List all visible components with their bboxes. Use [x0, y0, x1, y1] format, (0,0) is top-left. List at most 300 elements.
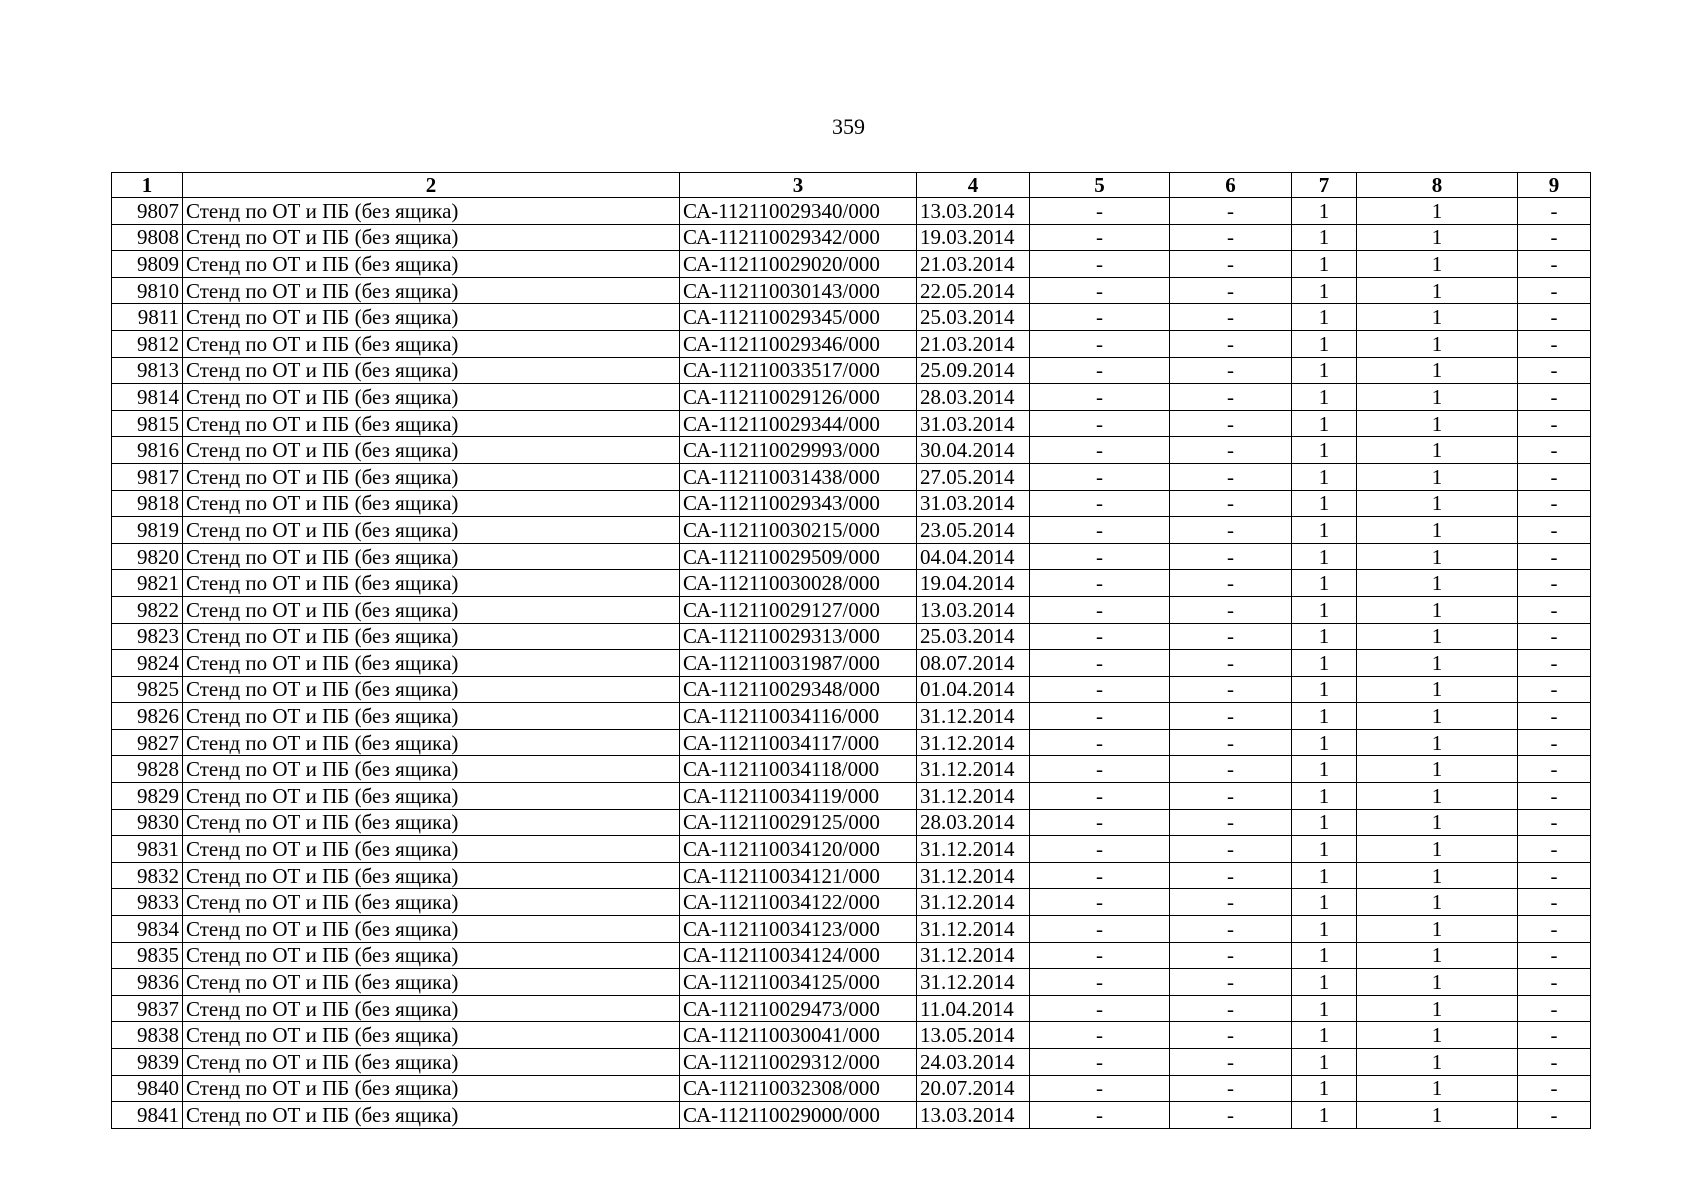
item-name-cell: Стенд по ОТ и ПБ (без ящика) [183, 623, 680, 650]
column-6-cell: - [1170, 623, 1292, 650]
date-cell: 11.04.2014 [917, 995, 1030, 1022]
table-row [112, 889, 1591, 916]
column-9-cell: - [1518, 517, 1591, 544]
column-5-cell: - [1030, 623, 1170, 650]
table-row [112, 756, 1591, 783]
column-6-cell: - [1170, 969, 1292, 996]
column-5-cell: - [1030, 836, 1170, 863]
inventory-code-cell: СА-112110029993/000 [680, 437, 917, 464]
row-number-cell: 9837 [112, 995, 183, 1022]
column-7-cell: 1 [1292, 517, 1357, 544]
date-cell: 25.03.2014 [917, 623, 1030, 650]
column-9-cell: - [1518, 596, 1591, 623]
column-5-cell: - [1030, 783, 1170, 810]
row-number-cell: 9815 [112, 410, 183, 437]
column-7-cell: 1 [1292, 357, 1357, 384]
inventory-code-cell: СА-112110029346/000 [680, 330, 917, 357]
inventory-code-cell: СА-112110030041/000 [680, 1022, 917, 1049]
column-5-cell: - [1030, 650, 1170, 677]
column-9-cell: - [1518, 836, 1591, 863]
date-cell: 19.03.2014 [917, 224, 1030, 251]
inventory-code-cell: СА-112110034117/000 [680, 729, 917, 756]
table-row [112, 676, 1591, 703]
column-7-cell: 1 [1292, 703, 1357, 730]
column-6-cell: - [1170, 1075, 1292, 1102]
column-8-cell: 1 [1357, 490, 1518, 517]
column-5-cell: - [1030, 1049, 1170, 1076]
row-number-cell: 9830 [112, 809, 183, 836]
date-cell: 31.03.2014 [917, 490, 1030, 517]
date-cell: 13.03.2014 [917, 198, 1030, 225]
column-5-cell: - [1030, 490, 1170, 517]
column-header: 1 [112, 173, 183, 198]
inventory-code-cell: СА-112110029509/000 [680, 543, 917, 570]
column-9-cell: - [1518, 1022, 1591, 1049]
inventory-code-cell: СА-112110029127/000 [680, 596, 917, 623]
column-7-cell: 1 [1292, 543, 1357, 570]
column-7-cell: 1 [1292, 330, 1357, 357]
date-cell: 31.12.2014 [917, 942, 1030, 969]
inventory-code-cell: СА-112110029344/000 [680, 410, 917, 437]
column-9-cell: - [1518, 783, 1591, 810]
inventory-code-cell: СА-112110029348/000 [680, 676, 917, 703]
column-header: 9 [1518, 173, 1591, 198]
table-row [112, 304, 1591, 331]
column-7-cell: 1 [1292, 251, 1357, 278]
column-5-cell: - [1030, 357, 1170, 384]
column-5-cell: - [1030, 437, 1170, 464]
column-6-cell: - [1170, 224, 1292, 251]
date-cell: 23.05.2014 [917, 517, 1030, 544]
table-row [112, 623, 1591, 650]
column-6-cell: - [1170, 703, 1292, 730]
column-6-cell: - [1170, 596, 1292, 623]
item-name-cell: Стенд по ОТ и ПБ (без ящика) [183, 198, 680, 225]
row-number-cell: 9816 [112, 437, 183, 464]
row-number-cell: 9810 [112, 277, 183, 304]
table-row [112, 809, 1591, 836]
item-name-cell: Стенд по ОТ и ПБ (без ящика) [183, 330, 680, 357]
date-cell: 31.12.2014 [917, 783, 1030, 810]
column-5-cell: - [1030, 198, 1170, 225]
date-cell: 27.05.2014 [917, 463, 1030, 490]
table-row [112, 410, 1591, 437]
column-9-cell: - [1518, 623, 1591, 650]
column-8-cell: 1 [1357, 916, 1518, 943]
row-number-cell: 9832 [112, 862, 183, 889]
inventory-code-cell: СА-112110034120/000 [680, 836, 917, 863]
column-6-cell: - [1170, 357, 1292, 384]
inventory-code-cell: СА-112110029126/000 [680, 384, 917, 411]
column-6-cell: - [1170, 330, 1292, 357]
column-7-cell: 1 [1292, 889, 1357, 916]
table-row [112, 517, 1591, 544]
item-name-cell: Стенд по ОТ и ПБ (без ящика) [183, 756, 680, 783]
table-row [112, 490, 1591, 517]
column-9-cell: - [1518, 410, 1591, 437]
column-6-cell: - [1170, 198, 1292, 225]
table-row [112, 1102, 1591, 1129]
column-9-cell: - [1518, 1075, 1591, 1102]
column-5-cell: - [1030, 942, 1170, 969]
column-5-cell: - [1030, 277, 1170, 304]
column-6-cell: - [1170, 517, 1292, 544]
column-5-cell: - [1030, 517, 1170, 544]
item-name-cell: Стенд по ОТ и ПБ (без ящика) [183, 995, 680, 1022]
column-8-cell: 1 [1357, 596, 1518, 623]
column-5-cell: - [1030, 1102, 1170, 1129]
column-7-cell: 1 [1292, 224, 1357, 251]
row-number-cell: 9838 [112, 1022, 183, 1049]
column-9-cell: - [1518, 384, 1591, 411]
column-7-cell: 1 [1292, 1075, 1357, 1102]
inventory-code-cell: СА-112110029343/000 [680, 490, 917, 517]
table-row [112, 1075, 1591, 1102]
table-row [112, 570, 1591, 597]
column-6-cell: - [1170, 463, 1292, 490]
column-8-cell: 1 [1357, 676, 1518, 703]
inventory-code-cell: СА-112110029313/000 [680, 623, 917, 650]
inventory-code-cell: СА-112110034125/000 [680, 969, 917, 996]
column-5-cell: - [1030, 729, 1170, 756]
column-8-cell: 1 [1357, 862, 1518, 889]
table-row [112, 862, 1591, 889]
table-row [112, 783, 1591, 810]
column-6-cell: - [1170, 410, 1292, 437]
column-6-cell: - [1170, 490, 1292, 517]
column-7-cell: 1 [1292, 862, 1357, 889]
table-row [112, 995, 1591, 1022]
table-row [112, 729, 1591, 756]
column-9-cell: - [1518, 862, 1591, 889]
column-9-cell: - [1518, 198, 1591, 225]
column-8-cell: 1 [1357, 437, 1518, 464]
column-6-cell: - [1170, 756, 1292, 783]
column-8-cell: 1 [1357, 783, 1518, 810]
column-7-cell: 1 [1292, 676, 1357, 703]
date-cell: 31.12.2014 [917, 729, 1030, 756]
item-name-cell: Стенд по ОТ и ПБ (без ящика) [183, 862, 680, 889]
column-8-cell: 1 [1357, 1075, 1518, 1102]
item-name-cell: Стенд по ОТ и ПБ (без ящика) [183, 809, 680, 836]
date-cell: 04.04.2014 [917, 543, 1030, 570]
table-header [112, 173, 1591, 198]
date-cell: 25.09.2014 [917, 357, 1030, 384]
column-8-cell: 1 [1357, 650, 1518, 677]
table-row [112, 251, 1591, 278]
date-cell: 30.04.2014 [917, 437, 1030, 464]
inventory-code-cell: СА-112110029473/000 [680, 995, 917, 1022]
inventory-code-cell: СА-112110029020/000 [680, 251, 917, 278]
table-row [112, 1022, 1591, 1049]
column-9-cell: - [1518, 463, 1591, 490]
date-cell: 31.12.2014 [917, 703, 1030, 730]
column-5-cell: - [1030, 756, 1170, 783]
item-name-cell: Стенд по ОТ и ПБ (без ящика) [183, 277, 680, 304]
column-5-cell: - [1030, 463, 1170, 490]
inventory-table [111, 172, 1591, 1129]
column-header: 2 [183, 173, 680, 198]
item-name-cell: Стенд по ОТ и ПБ (без ящика) [183, 304, 680, 331]
column-9-cell: - [1518, 330, 1591, 357]
column-6-cell: - [1170, 304, 1292, 331]
column-9-cell: - [1518, 703, 1591, 730]
column-6-cell: - [1170, 916, 1292, 943]
column-header: 8 [1357, 173, 1518, 198]
column-5-cell: - [1030, 410, 1170, 437]
column-8-cell: 1 [1357, 836, 1518, 863]
column-8-cell: 1 [1357, 729, 1518, 756]
column-7-cell: 1 [1292, 490, 1357, 517]
item-name-cell: Стенд по ОТ и ПБ (без ящика) [183, 676, 680, 703]
date-cell: 31.12.2014 [917, 836, 1030, 863]
column-5-cell: - [1030, 703, 1170, 730]
row-number-cell: 9826 [112, 703, 183, 730]
column-8-cell: 1 [1357, 570, 1518, 597]
item-name-cell: Стенд по ОТ и ПБ (без ящика) [183, 543, 680, 570]
column-6-cell: - [1170, 729, 1292, 756]
date-cell: 21.03.2014 [917, 251, 1030, 278]
inventory-code-cell: СА-112110029340/000 [680, 198, 917, 225]
column-9-cell: - [1518, 889, 1591, 916]
row-number-cell: 9840 [112, 1075, 183, 1102]
page-number: 359 [832, 114, 865, 139]
column-5-cell: - [1030, 889, 1170, 916]
inventory-code-cell: СА-112110031987/000 [680, 650, 917, 677]
row-number-cell: 9812 [112, 330, 183, 357]
column-6-cell: - [1170, 676, 1292, 703]
row-number-cell: 9817 [112, 463, 183, 490]
column-7-cell: 1 [1292, 623, 1357, 650]
column-6-cell: - [1170, 543, 1292, 570]
column-9-cell: - [1518, 650, 1591, 677]
header-row [112, 173, 1591, 198]
row-number-cell: 9841 [112, 1102, 183, 1129]
column-9-cell: - [1518, 809, 1591, 836]
column-5-cell: - [1030, 969, 1170, 996]
column-9-cell: - [1518, 1102, 1591, 1129]
column-7-cell: 1 [1292, 809, 1357, 836]
column-8-cell: 1 [1357, 1049, 1518, 1076]
column-6-cell: - [1170, 570, 1292, 597]
column-7-cell: 1 [1292, 277, 1357, 304]
table-row [112, 703, 1591, 730]
table-row [112, 969, 1591, 996]
item-name-cell: Стенд по ОТ и ПБ (без ящика) [183, 1075, 680, 1102]
column-5-cell: - [1030, 1022, 1170, 1049]
column-7-cell: 1 [1292, 995, 1357, 1022]
column-header: 5 [1030, 173, 1170, 198]
column-6-cell: - [1170, 650, 1292, 677]
item-name-cell: Стенд по ОТ и ПБ (без ящика) [183, 570, 680, 597]
column-7-cell: 1 [1292, 437, 1357, 464]
date-cell: 08.07.2014 [917, 650, 1030, 677]
column-9-cell: - [1518, 304, 1591, 331]
column-7-cell: 1 [1292, 756, 1357, 783]
date-cell: 31.03.2014 [917, 410, 1030, 437]
column-header: 4 [917, 173, 1030, 198]
column-7-cell: 1 [1292, 969, 1357, 996]
row-number-cell: 9808 [112, 224, 183, 251]
column-7-cell: 1 [1292, 304, 1357, 331]
table-row [112, 198, 1591, 225]
column-8-cell: 1 [1357, 942, 1518, 969]
column-6-cell: - [1170, 889, 1292, 916]
item-name-cell: Стенд по ОТ и ПБ (без ящика) [183, 916, 680, 943]
date-cell: 31.12.2014 [917, 862, 1030, 889]
column-6-cell: - [1170, 384, 1292, 411]
inventory-code-cell: СА-112110031438/000 [680, 463, 917, 490]
item-name-cell: Стенд по ОТ и ПБ (без ящика) [183, 490, 680, 517]
row-number-cell: 9821 [112, 570, 183, 597]
column-7-cell: 1 [1292, 384, 1357, 411]
column-8-cell: 1 [1357, 517, 1518, 544]
table-row [112, 596, 1591, 623]
column-5-cell: - [1030, 1075, 1170, 1102]
inventory-code-cell: СА-112110030143/000 [680, 277, 917, 304]
row-number-cell: 9827 [112, 729, 183, 756]
item-name-cell: Стенд по ОТ и ПБ (без ящика) [183, 969, 680, 996]
column-7-cell: 1 [1292, 596, 1357, 623]
table-row [112, 224, 1591, 251]
row-number-cell: 9813 [112, 357, 183, 384]
date-cell: 13.03.2014 [917, 1102, 1030, 1129]
column-9-cell: - [1518, 942, 1591, 969]
date-cell: 31.12.2014 [917, 756, 1030, 783]
column-9-cell: - [1518, 570, 1591, 597]
inventory-code-cell: СА-112110029312/000 [680, 1049, 917, 1076]
column-5-cell: - [1030, 995, 1170, 1022]
item-name-cell: Стенд по ОТ и ПБ (без ящика) [183, 1049, 680, 1076]
column-6-cell: - [1170, 995, 1292, 1022]
date-cell: 31.12.2014 [917, 969, 1030, 996]
column-8-cell: 1 [1357, 995, 1518, 1022]
table-row [112, 942, 1591, 969]
column-9-cell: - [1518, 224, 1591, 251]
column-8-cell: 1 [1357, 410, 1518, 437]
row-number-cell: 9818 [112, 490, 183, 517]
table-row [112, 916, 1591, 943]
inventory-code-cell: СА-112110034118/000 [680, 756, 917, 783]
date-cell: 31.12.2014 [917, 889, 1030, 916]
column-9-cell: - [1518, 969, 1591, 996]
table-row [112, 437, 1591, 464]
column-5-cell: - [1030, 570, 1170, 597]
column-7-cell: 1 [1292, 942, 1357, 969]
column-5-cell: - [1030, 251, 1170, 278]
column-6-cell: - [1170, 1022, 1292, 1049]
column-6-cell: - [1170, 1102, 1292, 1129]
table-row [112, 384, 1591, 411]
column-9-cell: - [1518, 543, 1591, 570]
date-cell: 31.12.2014 [917, 916, 1030, 943]
column-5-cell: - [1030, 916, 1170, 943]
item-name-cell: Стенд по ОТ и ПБ (без ящика) [183, 783, 680, 810]
column-5-cell: - [1030, 330, 1170, 357]
date-cell: 20.07.2014 [917, 1075, 1030, 1102]
column-7-cell: 1 [1292, 1022, 1357, 1049]
column-5-cell: - [1030, 543, 1170, 570]
column-8-cell: 1 [1357, 330, 1518, 357]
item-name-cell: Стенд по ОТ и ПБ (без ящика) [183, 357, 680, 384]
column-9-cell: - [1518, 277, 1591, 304]
row-number-cell: 9823 [112, 623, 183, 650]
inventory-code-cell: СА-112110034121/000 [680, 862, 917, 889]
column-8-cell: 1 [1357, 703, 1518, 730]
date-cell: 19.04.2014 [917, 570, 1030, 597]
row-number-cell: 9822 [112, 596, 183, 623]
row-number-cell: 9836 [112, 969, 183, 996]
column-6-cell: - [1170, 809, 1292, 836]
inventory-code-cell: СА-112110029342/000 [680, 224, 917, 251]
table-row [112, 1049, 1591, 1076]
row-number-cell: 9825 [112, 676, 183, 703]
item-name-cell: Стенд по ОТ и ПБ (без ящика) [183, 703, 680, 730]
column-9-cell: - [1518, 357, 1591, 384]
row-number-cell: 9824 [112, 650, 183, 677]
column-7-cell: 1 [1292, 836, 1357, 863]
column-9-cell: - [1518, 1049, 1591, 1076]
column-9-cell: - [1518, 490, 1591, 517]
column-9-cell: - [1518, 437, 1591, 464]
inventory-code-cell: СА-112110032308/000 [680, 1075, 917, 1102]
date-cell: 21.03.2014 [917, 330, 1030, 357]
column-8-cell: 1 [1357, 463, 1518, 490]
inventory-code-cell: СА-112110030028/000 [680, 570, 917, 597]
column-7-cell: 1 [1292, 198, 1357, 225]
column-7-cell: 1 [1292, 570, 1357, 597]
item-name-cell: Стенд по ОТ и ПБ (без ящика) [183, 1022, 680, 1049]
column-6-cell: - [1170, 942, 1292, 969]
column-header: 3 [680, 173, 917, 198]
item-name-cell: Стенд по ОТ и ПБ (без ящика) [183, 224, 680, 251]
table-body [112, 198, 1591, 1129]
column-9-cell: - [1518, 756, 1591, 783]
column-8-cell: 1 [1357, 304, 1518, 331]
item-name-cell: Стенд по ОТ и ПБ (без ящика) [183, 437, 680, 464]
item-name-cell: Стенд по ОТ и ПБ (без ящика) [183, 729, 680, 756]
column-7-cell: 1 [1292, 1049, 1357, 1076]
date-cell: 13.03.2014 [917, 596, 1030, 623]
column-8-cell: 1 [1357, 889, 1518, 916]
table-row [112, 330, 1591, 357]
column-7-cell: 1 [1292, 729, 1357, 756]
column-8-cell: 1 [1357, 1102, 1518, 1129]
row-number-cell: 9811 [112, 304, 183, 331]
item-name-cell: Стенд по ОТ и ПБ (без ящика) [183, 384, 680, 411]
item-name-cell: Стенд по ОТ и ПБ (без ящика) [183, 517, 680, 544]
column-9-cell: - [1518, 729, 1591, 756]
column-7-cell: 1 [1292, 916, 1357, 943]
row-number-cell: 9807 [112, 198, 183, 225]
column-7-cell: 1 [1292, 1102, 1357, 1129]
column-9-cell: - [1518, 916, 1591, 943]
column-9-cell: - [1518, 251, 1591, 278]
column-8-cell: 1 [1357, 251, 1518, 278]
inventory-code-cell: СА-112110030215/000 [680, 517, 917, 544]
inventory-code-cell: СА-112110033517/000 [680, 357, 917, 384]
item-name-cell: Стенд по ОТ и ПБ (без ящика) [183, 1102, 680, 1129]
column-8-cell: 1 [1357, 224, 1518, 251]
inventory-code-cell: СА-112110034123/000 [680, 916, 917, 943]
item-name-cell: Стенд по ОТ и ПБ (без ящика) [183, 836, 680, 863]
row-number-cell: 9828 [112, 756, 183, 783]
column-8-cell: 1 [1357, 809, 1518, 836]
row-number-cell: 9819 [112, 517, 183, 544]
column-5-cell: - [1030, 676, 1170, 703]
table-row [112, 543, 1591, 570]
row-number-cell: 9814 [112, 384, 183, 411]
